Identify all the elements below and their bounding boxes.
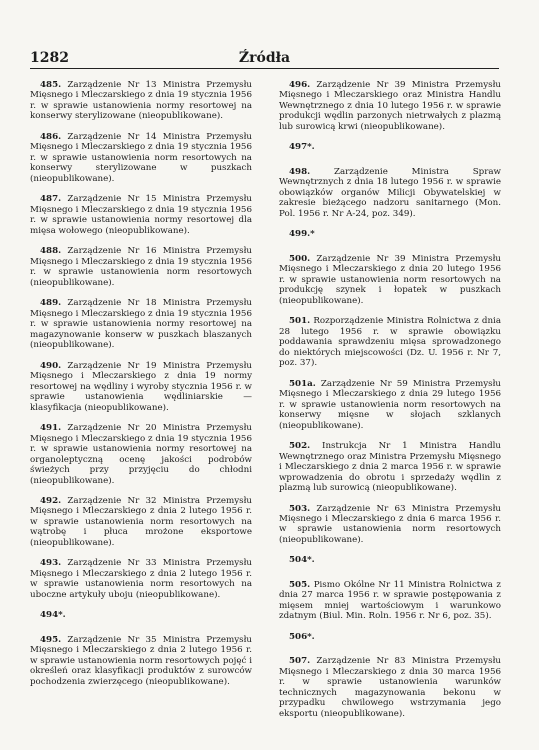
entry-487: 487. Zarządzenie Nr 15 Ministra Przemysłu Mięsnego i Mleczarskiego z dnia 19 stycznia 1956 r. w sprawie ustanowienia normy resortowej dla mięsa wołowego (nieopublikowane). (30, 194, 253, 236)
entry-506: 506*. (289, 631, 315, 642)
right-column (279, 80, 501, 729)
entry-495: 495. Zarządzenie Nr 35 Ministra Przemysłu Mięsnego i Mleczarskiego z dnia 2 lutego 1956 r. w sprawie ustanowienia norm resortowych pojęć i określeń oraz klasyfikacji produktów z surowców pochodzenia zwierzęcego (nieopublikowane). (30, 634, 253, 687)
entry-501a: 501a. Zarządzenie Nr 59 Ministra Przemysłu Mięsnego i Mleczarskiego z dnia 29 lutego 1956 r. w sprawie ustanowienia norm resortowych na konserwy mięsne w słojach szklanych (nieopublikowane). (279, 378, 502, 431)
running-title: Źródła (238, 50, 291, 66)
entry-496: 496. Zarządzenie Nr 39 Ministra Przemysłu Mięsnego i Mleczarskiego oraz Ministra Handlu Wewnętrznego z dnia 10 lutego 1956 r. w sprawie produkcji wędlin parzonych nietrwałych z plazmą lub surowicą krwi (nieopublikowane). (279, 80, 502, 132)
entry-502: 502. Instrukcja Nr 1 Ministra Handlu Wewnętrznego oraz Ministra Przemysłu Mięsnego i Mleczarskiego z dnia 2 marca 1956 r. w sprawie wprowadzenia do obrotu i sprzedaży wędlin z plazmą lub surowicą (nieopublikowane). (279, 441, 501, 494)
page-number: 1282 (30, 50, 69, 66)
page-header (30, 50, 499, 68)
entry-489: 489. Zarządzenie Nr 18 Ministra Przemysłu Mięsnego i Mleczarskiego z dnia 19 stycznia 1956 r. w sprawie ustanowienia normy resortowej na magazynowanie konserw w puszkach blaszanych (nieopublikowane). (30, 298, 253, 351)
entry-505: 505. Pismo Okólne Nr 11 Ministra Rolnictwa z dnia 27 marca 1956 r. w sprawie postępowania z mięsem mniej wartościowym i warunkowo zdatnym (Biul. Min. Roln. 1956 r. Nr 6, poz. 35). (279, 579, 501, 622)
entry-503: 503. Zarządzenie Nr 63 Ministra Przemysłu Mięsnego i Mleczarskiego z dnia 6 marca 1956 r. w sprawie ustanowienia norm resortowych (nieopublikowane). (279, 503, 502, 545)
entry-485: 485. Zarządzenie Nr 13 Ministra Przemysłu Mięsnego i Mleczarskiego z dnia 19 stycznia 1956 r. w sprawie ustanowienia normy resortowej na konserwy sterylizowane (nieopublikowane). (30, 80, 253, 122)
left-column (30, 80, 252, 697)
entry-494: 494*. (40, 610, 66, 621)
entry-486: 486. Zarządzenie Nr 14 Ministra Przemysłu Mięsnego i Mleczarskiego z dnia 19 stycznia 1956 r. w sprawie ustanowienia norm resortowych na konserwy sterylizowane w puszkach (nieopublikowane). (30, 131, 253, 184)
entry-500: 500. Zarządzenie Nr 39 Ministra Przemysłu Mięsnego i Mleczarskiego z dnia 20 lutego 1956 r. w sprawie ustanowienia norm resortowych na produkcję szynek i łopatek w puszkach (nieopublikowane). (279, 253, 502, 306)
entry-498: 498. Zarządzenie Ministra Spraw Wewnętrznych z dnia 18 lutego 1956 r. w sprawie obowiązków organów Milicji Obywatelskiej w zakresie bieżącego nadzoru sanitarnego (Mon. Pol. 1956 r. Nr A-24, poz. 349). (279, 166, 501, 219)
entry-493: 493. Zarządzenie Nr 33 Ministra Przemysłu Mięsnego i Mleczarskiego z dnia 2 lutego 1956 r. w sprawie ustanowienia norm resortowych na uboczne artykuły uboju (nieopublikowane). (30, 558, 253, 600)
entry-501: 501. Rozporządzenie Ministra Rolnictwa z dnia 28 lutego 1956 r. w sprawie obowiązku poddawania sprawdzeniu mięsa sprowadzonego do niektórych miejscowości (Dz. U. 1956 r. Nr 7, poz. 37). (279, 316, 501, 369)
entry-491: 491. Zarządzenie Nr 20 Ministra Przemysłu Mięsnego i Mleczarskiego z dnia 19 stycznia 1956 r. w sprawie ustanowienia normy resortowej na organoleptyczną ocenę jakości podrobów świeżych przy przyjęciu do chłodni (nieopublikowane). (30, 423, 253, 486)
entry-507: 507. Zarządzenie Nr 83 Ministra Przemysłu Mięsnego i Mleczarskiego z dnia 30 marca 1956 r. w sprawie ustanowienia warunków technicznych magazynowania bekonu w przypadku chwilowego wstrzymania jego eksportu (nieopublikowane). (279, 656, 502, 719)
entry-497: 497*. (289, 142, 315, 153)
entry-492: 492. Zarządzenie Nr 32 Ministra Przemysłu Mięsnego i Mleczarskiego z dnia 2 lutego 1956 r. w sprawie ustanowienia norm resortowych na wątrobę i płuca mrożone eksportowe (nieopublikowane). (30, 495, 253, 548)
entry-504: 504*. (289, 555, 315, 566)
entry-488: 488. Zarządzenie Nr 16 Ministra Przemysłu Mięsnego i Mleczarskiego z dnia 19 stycznia 1956 r. w sprawie ustanowienia norm resortowych (nieopublikowane). (30, 246, 253, 288)
entry-499: 499.* (289, 229, 315, 240)
entry-490: 490. Zarządzenie Nr 19 Ministra Przemysłu Mięsnego i Mleczarskiego z dnia 19 normy resortowej na wędliny i wyroby stycznia 1956 r. w sprawie ustanowienia wędliniarskie — klasyfikacja (nieopublikowane). (30, 360, 253, 413)
header-rule (30, 68, 499, 69)
